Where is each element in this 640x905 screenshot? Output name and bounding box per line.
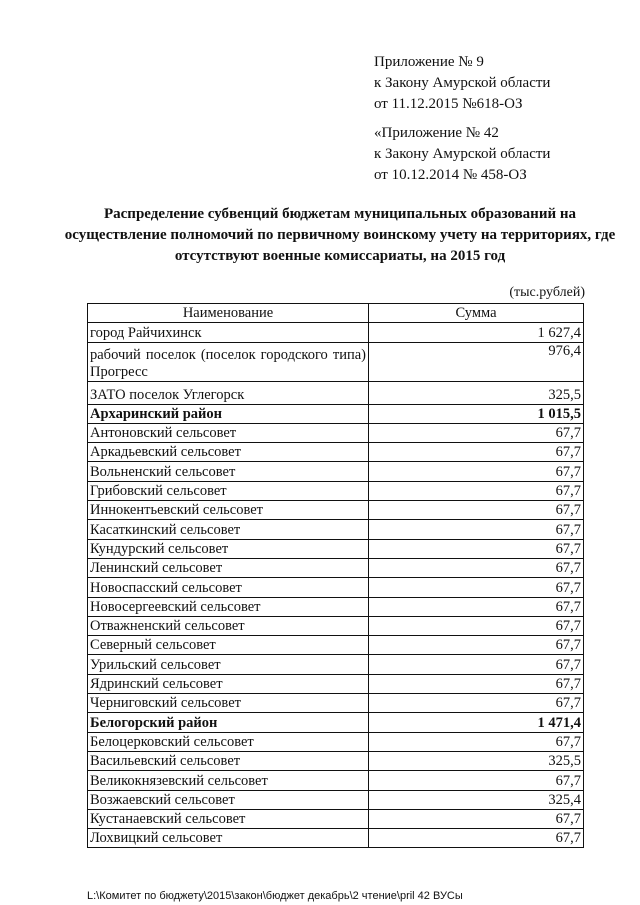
row-name: Антоновский сельсовет (88, 423, 369, 442)
table-row (88, 616, 584, 635)
row-sum: 67,7 (369, 636, 584, 655)
table-row (88, 809, 584, 828)
row-sum: 325,5 (369, 751, 584, 770)
table-row (88, 732, 584, 751)
row-sum: 67,7 (369, 616, 584, 635)
row-name: Касаткинский сельсовет (88, 520, 369, 539)
row-sum: 67,7 (369, 655, 584, 674)
table-row (88, 751, 584, 770)
table-row (88, 674, 584, 693)
table-row (88, 790, 584, 809)
row-sum: 976,4 (369, 342, 584, 381)
row-name: Вольненский сельсовет (88, 462, 369, 481)
document-title: Распределение субвенций бюджетам муниципальных образований на осуществление полномочий по первичному воинскому учету на территориях, где отсутствуют военные комиссариаты, на 2015 год (64, 206, 616, 264)
row-name: Иннокентьевский сельсовет (88, 501, 369, 520)
row-sum: 67,7 (369, 558, 584, 577)
row-sum: 67,7 (369, 462, 584, 481)
row-sum: 1 471,4 (369, 713, 584, 732)
column-header-name: Наименование (88, 304, 369, 323)
row-sum: 67,7 (369, 539, 584, 558)
row-sum: 67,7 (369, 829, 584, 848)
table-row (88, 323, 584, 342)
row-name: город Райчихинск (88, 323, 369, 342)
table-row (88, 558, 584, 577)
appendix-header-new (374, 52, 550, 115)
appendix-number: «Приложение № 42 (374, 125, 499, 141)
row-sum: 325,5 (369, 381, 584, 404)
row-name: ЗАТО поселок Углегорск (88, 381, 369, 404)
row-name: Белоцерковский сельсовет (88, 732, 369, 751)
table-row (88, 597, 584, 616)
row-name: Ленинский сельсовет (88, 558, 369, 577)
appendix-date: от 11.12.2015 №618-ОЗ (374, 96, 523, 112)
row-name: рабочий поселок (поселок городского типа) Прогресс (88, 342, 369, 381)
table-row-district (88, 713, 584, 732)
row-name: Возжаевский сельсовет (88, 790, 369, 809)
row-sum: 1 015,5 (369, 404, 584, 423)
table-row (88, 539, 584, 558)
row-sum: 67,7 (369, 694, 584, 713)
subsidy-table (87, 303, 584, 848)
table-row-district (88, 404, 584, 423)
appendix-law: к Закону Амурской области (374, 146, 551, 162)
table-row (88, 501, 584, 520)
row-sum: 67,7 (369, 423, 584, 442)
row-name: Грибовский сельсовет (88, 481, 369, 500)
units-label: (тыс.рублей) (509, 285, 585, 300)
appendix-header-old (374, 123, 550, 186)
row-name: Ядринский сельсовет (88, 674, 369, 693)
row-sum: 325,4 (369, 790, 584, 809)
row-name: Новоспасский сельсовет (88, 578, 369, 597)
file-path-footer: L:\Комитет по бюджету\2015\закон\бюджет декабрь\2 чтение\pril 42 ВУСы (87, 890, 463, 902)
row-sum: 67,7 (369, 674, 584, 693)
table-row (88, 423, 584, 442)
row-name: Лохвицкий сельсовет (88, 829, 369, 848)
row-sum: 67,7 (369, 520, 584, 539)
row-name: Аркадьевский сельсовет (88, 443, 369, 462)
row-sum: 67,7 (369, 481, 584, 500)
row-name: Архаринский район (88, 404, 369, 423)
table-row (88, 462, 584, 481)
column-header-sum: Сумма (369, 304, 584, 323)
table-row (88, 381, 584, 404)
row-name: Черниговский сельсовет (88, 694, 369, 713)
table-row (88, 443, 584, 462)
row-name: Кустанаевский сельсовет (88, 809, 369, 828)
row-sum: 67,7 (369, 809, 584, 828)
table-row (88, 636, 584, 655)
row-sum: 67,7 (369, 771, 584, 790)
table-row (88, 342, 584, 381)
row-sum: 67,7 (369, 443, 584, 462)
row-name: Северный сельсовет (88, 636, 369, 655)
table-row (88, 829, 584, 848)
appendix-law: к Закону Амурской области (374, 75, 551, 91)
table-row (88, 694, 584, 713)
row-sum: 1 627,4 (369, 323, 584, 342)
row-name: Белогорский район (88, 713, 369, 732)
row-name: Новосергеевский сельсовет (88, 597, 369, 616)
row-sum: 67,7 (369, 732, 584, 751)
row-name: Урильский сельсовет (88, 655, 369, 674)
appendix-number: Приложение № 9 (374, 54, 484, 70)
row-name: Васильевский сельсовет (88, 751, 369, 770)
row-sum: 67,7 (369, 578, 584, 597)
row-name: Великокнязевский сельсовет (88, 771, 369, 790)
row-sum: 67,7 (369, 597, 584, 616)
table-row (88, 655, 584, 674)
row-name: Кундурский сельсовет (88, 539, 369, 558)
table-row (88, 481, 584, 500)
row-name: Отважненский сельсовет (88, 616, 369, 635)
row-sum: 67,7 (369, 501, 584, 520)
table-row (88, 520, 584, 539)
table-header-row (88, 304, 584, 323)
table-row (88, 771, 584, 790)
table-row (88, 578, 584, 597)
appendix-date: от 10.12.2014 № 458-ОЗ (374, 167, 527, 183)
